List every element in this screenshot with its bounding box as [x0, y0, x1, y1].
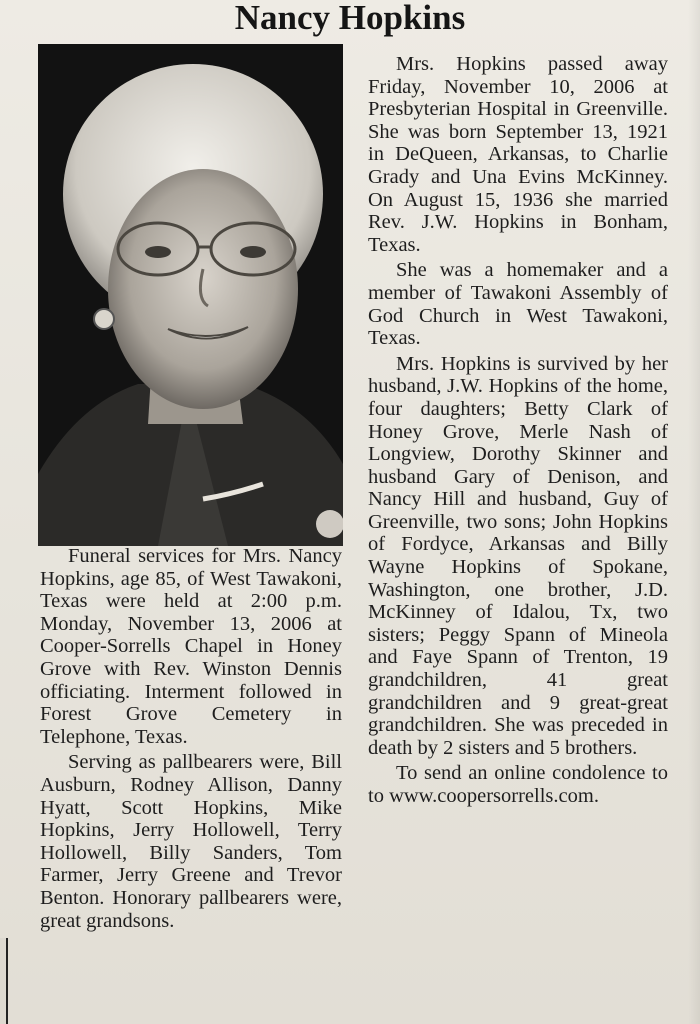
adjacent-column-border: [0, 938, 8, 1024]
pallbearers-paragraph: Serving as pallbearers were, Bill Ausburn, Rodney Allison, Danny Hyatt, Scott Hopkins, Mike Hopkins, Jerry Hollowell, Terry Hollowell, Billy Sanders, Tom Farmer, Jerry Greene and Trevor Benton. Honorary pallbearers were, great grandsons.: [40, 751, 342, 932]
obituary-left-column: [40, 545, 342, 932]
paper-edge-shadow: [688, 0, 700, 1024]
survivors-paragraph: Mrs. Hopkins is survived by her husband, J.W. Hopkins of the home, four daughters; Betty Clark of Honey Grove, Merle Nash of Longview, Dorothy Skinner and husband Gary of Denison, and Nancy Hill and husband, Guy of Greenville, two sons; John Hopkins of Fordyce, Arkansas and Billy Wayne Hopkins of Spokane, Washington, one brother, J.D. McKinney of Idalou, Tx, two sisters; Peggy Spann of Mineola and Faye Spann of Trenton, 19 grandchildren, 41 great grandchildren and 9 great-great grandchildren. She was preceded in death by 2 sisters and 5 brothers.: [368, 352, 668, 759]
portrait-photo-icon: [38, 44, 343, 546]
obituary-headline: Nancy Hopkins: [234, 0, 466, 37]
obituary-right-column: [368, 53, 668, 808]
funeral-services-paragraph: Funeral services for Mrs. Nancy Hopkins, age 85, of West Tawakoni, Texas were held at 2:00 p.m. Monday, November 13, 2006 at Cooper-Sorrells Chapel in Honey Grove with Rev. Winston Dennis officiating. Interment followed in Forest Grove Cemetery in Telephone, Texas.: [40, 545, 342, 748]
condolence-paragraph: To send an online condolence to to www.coopersorrells.com.: [368, 762, 668, 807]
portrait-photo: [38, 44, 343, 546]
homemaker-paragraph: She was a homemaker and a member of Tawakoni Assembly of God Church in West Tawakoni, Texas.: [368, 259, 668, 350]
death-and-birth-paragraph: Mrs. Hopkins passed away Friday, November 10, 2006 at Presbyterian Hospital in Greenville. She was born September 13, 1921 in DeQueen, Arkansas, to Charlie Grady and Una Evins McKinney. On August 15, 1936 she married Rev. J.W. Hopkins in Bonham, Texas.: [368, 53, 668, 256]
